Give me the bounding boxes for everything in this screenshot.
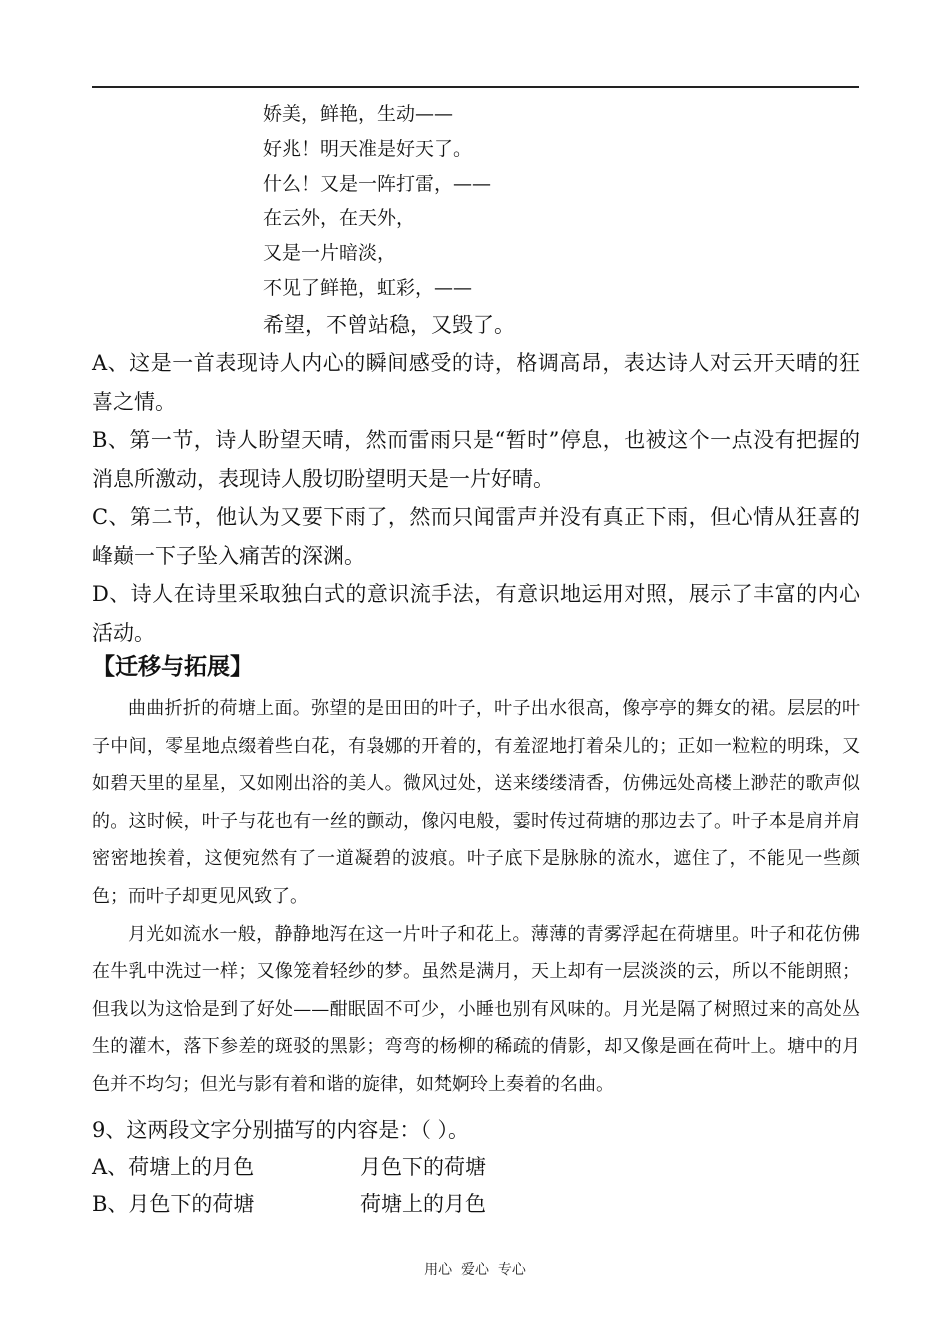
choice-a bbox=[92, 1149, 860, 1186]
option-a: A、这是一首表现诗人内心的瞬间感受的诗，格调高昂，表达诗人对云开天晴的狂喜之情。 bbox=[92, 351, 860, 414]
passage-paragraph: 月光如流水一般，静静地泻在这一片叶子和花上。薄薄的青雾浮起在荷塘里。叶子和花仿佛在牛乳中洗过一样；又像笼着轻纱的梦。虽然是满月，天上却有一层淡淡的云，所以不能朗照；但我以为这恰是到了好处——酣眠固不可少，小睡也别有风味的。月光是隔了树照过来的高处丛生的灌木，落下参差的斑驳的黑影；弯弯的杨柳的稀疏的倩影，却又像是画在荷叶上。塘中的月色并不均匀；但光与影有着和谐的旋律，如梵婀玲上奏着的名曲。 bbox=[92, 923, 860, 1095]
answer-options bbox=[92, 344, 860, 652]
poem-line: 在云外，在天外， bbox=[263, 207, 416, 230]
question-prompt: 9、这两段文字分别描写的内容是：（ ）。 bbox=[92, 1118, 470, 1142]
question-9 bbox=[92, 1112, 860, 1223]
option-c: C、第二节，他认为又要下雨了，然而只闻雷声并没有真正下雨，但心情从狂喜的峰巅一下子坠入痛苦的深渊。 bbox=[92, 505, 860, 568]
option-b: B、第一节，诗人盼望天晴，然而雷雨只是“暂时”停息，也被这个一点没有把握的消息所激动，表现诗人殷切盼望明天是一片好晴。 bbox=[92, 428, 860, 491]
reading-passage bbox=[92, 690, 860, 1104]
option-d: D、诗人在诗里采取独白式的意识流手法，有意识地运用对照，展示了丰富的内心活动。 bbox=[92, 582, 860, 645]
choice-b bbox=[92, 1186, 860, 1223]
section-heading: 【迁移与拓展】 bbox=[92, 653, 253, 680]
choice-label: B、月色下的荷塘 bbox=[92, 1192, 255, 1216]
choice-answer: 荷塘上的月色 bbox=[360, 1192, 486, 1216]
poem-line: 什么！又是一阵打雷，—— bbox=[263, 172, 492, 195]
choice-label: A、荷塘上的月色 bbox=[92, 1155, 255, 1179]
poem-line: 不见了鲜艳，虹彩，—— bbox=[263, 276, 473, 299]
poem-line: 又是一片暗淡， bbox=[263, 242, 397, 265]
poem-line: 希望，不曾站稳，又毁了。 bbox=[263, 312, 515, 337]
poem-excerpt bbox=[263, 97, 823, 344]
header-rule bbox=[92, 86, 859, 88]
poem-line: 好兆！明天准是好天了。 bbox=[263, 137, 473, 160]
passage-paragraph: 曲曲折折的荷塘上面。弥望的是田田的叶子，叶子出水很高，像亭亭的舞女的裙。层层的叶子中间，零星地点缀着些白花，有袅娜的开着的，有羞涩地打着朵儿的；正如一粒粒的明珠，又如碧天里的星星，又如刚出浴的美人。微风过处，送来缕缕清香，仿佛远处高楼上渺茫的歌声似的。这时候，叶子与花也有一丝的颤动，像闪电般，霎时传过荷塘的那边去了。叶子本是肩并肩密密地挨着，这便宛然有了一道凝碧的波痕。叶子底下是脉脉的流水，遮住了，不能见一些颜色；而叶子却更见风致了。 bbox=[92, 698, 860, 907]
page-footer: 用心 爱心 专心 bbox=[424, 1262, 526, 1278]
poem-line: 娇美，鲜艳，生动—— bbox=[263, 103, 454, 125]
choice-answer: 月色下的荷塘 bbox=[360, 1155, 486, 1179]
